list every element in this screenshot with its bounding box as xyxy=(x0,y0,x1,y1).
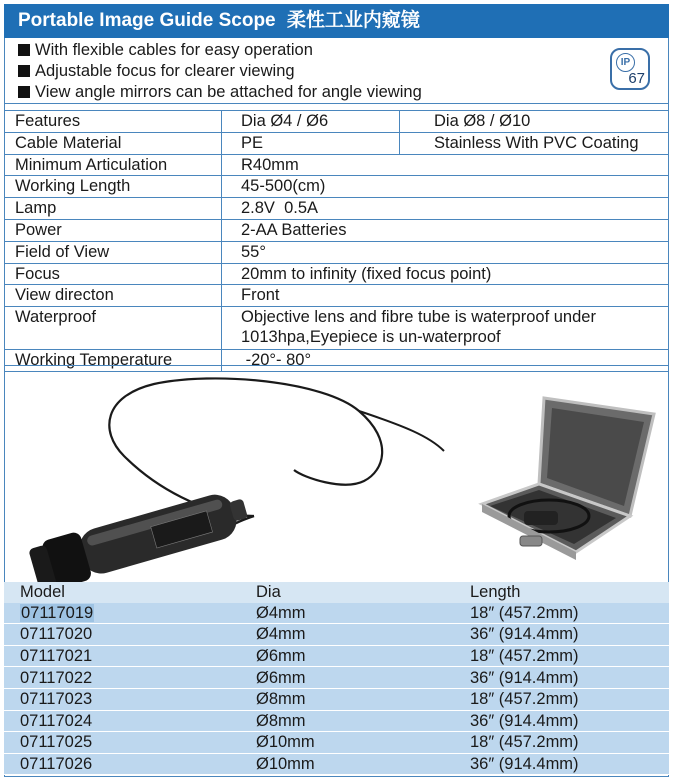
model-table-header xyxy=(4,582,669,603)
spec-label: Working Length xyxy=(5,176,222,198)
model-number: 07117026 xyxy=(4,753,256,775)
table-row[interactable] xyxy=(4,624,669,646)
spec-row xyxy=(5,219,669,241)
row-length: 18″ (457.2mm) xyxy=(470,645,669,667)
spec-value: 2.8V 0.5A xyxy=(222,198,669,220)
model-number: 07117022 xyxy=(4,667,256,689)
feature-item: Adjustable focus for clearer viewing xyxy=(18,61,669,82)
row-length: 36″ (914.4mm) xyxy=(470,710,669,732)
spec-value: Stainless With PVC Coating xyxy=(400,132,669,154)
model-number[interactable]: 07117019 xyxy=(21,603,94,622)
row-length: 36″ (914.4mm) xyxy=(470,753,669,775)
spec-value: R40mm xyxy=(222,154,669,176)
model-number: 07117021 xyxy=(4,645,256,667)
spec-label: Features xyxy=(5,111,222,133)
spec-value: Objective lens and fibre tube is waterproof under 1013hpa,Eyepiece is un-waterproof xyxy=(222,307,669,350)
spec-row xyxy=(5,307,669,350)
spec-value: -20°- 80° xyxy=(222,349,669,371)
row-dia: Ø4mm xyxy=(256,624,470,646)
spec-row xyxy=(5,154,669,176)
title-cn: 柔性工业内窥镜 xyxy=(286,10,420,31)
spec-row xyxy=(5,241,669,263)
spec-row xyxy=(5,285,669,307)
header-model: Model xyxy=(4,582,256,603)
spec-label: Waterproof xyxy=(5,307,222,350)
feature-item: With flexible cables for easy operation xyxy=(18,40,669,61)
ip-value: 67 xyxy=(628,70,645,87)
header-length: Length xyxy=(470,582,669,603)
spec-label: Focus xyxy=(5,263,222,285)
spec-value: Dia Ø8 / Ø10 xyxy=(400,111,669,133)
product-photos xyxy=(4,365,669,582)
row-length: 18″ (457.2mm) xyxy=(470,603,669,624)
table-row[interactable] xyxy=(4,753,669,775)
title-bar xyxy=(4,4,669,38)
spec-label: Field of View xyxy=(5,241,222,263)
spec-table xyxy=(4,110,669,372)
row-dia: Ø8mm xyxy=(256,710,470,732)
model-table xyxy=(4,582,669,775)
spec-value: 2-AA Batteries xyxy=(222,219,669,241)
bullet-square-icon xyxy=(18,44,30,56)
spec-label: Working Temperature xyxy=(5,349,222,371)
spec-label: Lamp xyxy=(5,198,222,220)
table-row[interactable] xyxy=(4,667,669,689)
row-length: 18″ (457.2mm) xyxy=(470,732,669,754)
spec-row xyxy=(5,198,669,220)
row-dia: Ø10mm xyxy=(256,732,470,754)
table-row[interactable] xyxy=(4,688,669,710)
row-length: 18″ (457.2mm) xyxy=(470,688,669,710)
ip67-badge-icon xyxy=(610,48,650,90)
spec-value: PE xyxy=(222,132,400,154)
spec-value: Front xyxy=(222,285,669,307)
row-length: 36″ (914.4mm) xyxy=(470,624,669,646)
table-row[interactable] xyxy=(4,603,669,624)
spec-row xyxy=(5,263,669,285)
spec-value: 55° xyxy=(222,241,669,263)
feature-item: View angle mirrors can be attached for angle viewing xyxy=(18,82,669,103)
row-dia: Ø6mm xyxy=(256,645,470,667)
header-dia: Dia xyxy=(256,582,470,603)
spec-row xyxy=(5,132,669,154)
title-en: Portable Image Guide Scope xyxy=(18,10,276,31)
spec-label: Cable Material xyxy=(5,132,222,154)
scope-photo xyxy=(27,378,444,582)
bullet-square-icon xyxy=(18,86,30,98)
spec-label: Minimum Articulation xyxy=(5,154,222,176)
row-length: 36″ (914.4mm) xyxy=(470,667,669,689)
table-row[interactable] xyxy=(4,732,669,754)
spec-row xyxy=(5,111,669,133)
spec-value: 45-500(cm) xyxy=(222,176,669,198)
ip-prefix: IP xyxy=(616,53,635,72)
model-number: 07117025 xyxy=(4,732,256,754)
spec-value: Dia Ø4 / Ø6 xyxy=(222,111,400,133)
table-row[interactable] xyxy=(4,710,669,732)
product-photos-svg xyxy=(4,366,669,582)
case-photo xyxy=(482,398,654,560)
table-row[interactable] xyxy=(4,645,669,667)
model-number: 07117023 xyxy=(4,688,256,710)
row-dia: Ø8mm xyxy=(256,688,470,710)
spec-value: 20mm to infinity (fixed focus point) xyxy=(222,263,669,285)
row-dia: Ø10mm xyxy=(256,753,470,775)
spec-row xyxy=(5,176,669,198)
row-dia: Ø6mm xyxy=(256,667,470,689)
model-number: 07117020 xyxy=(4,624,256,646)
spec-label: View directon xyxy=(5,285,222,307)
row-dia: Ø4mm xyxy=(256,603,470,624)
model-number: 07117024 xyxy=(4,710,256,732)
spec-label: Power xyxy=(5,219,222,241)
bullet-square-icon xyxy=(18,65,30,77)
feature-list xyxy=(4,38,669,104)
